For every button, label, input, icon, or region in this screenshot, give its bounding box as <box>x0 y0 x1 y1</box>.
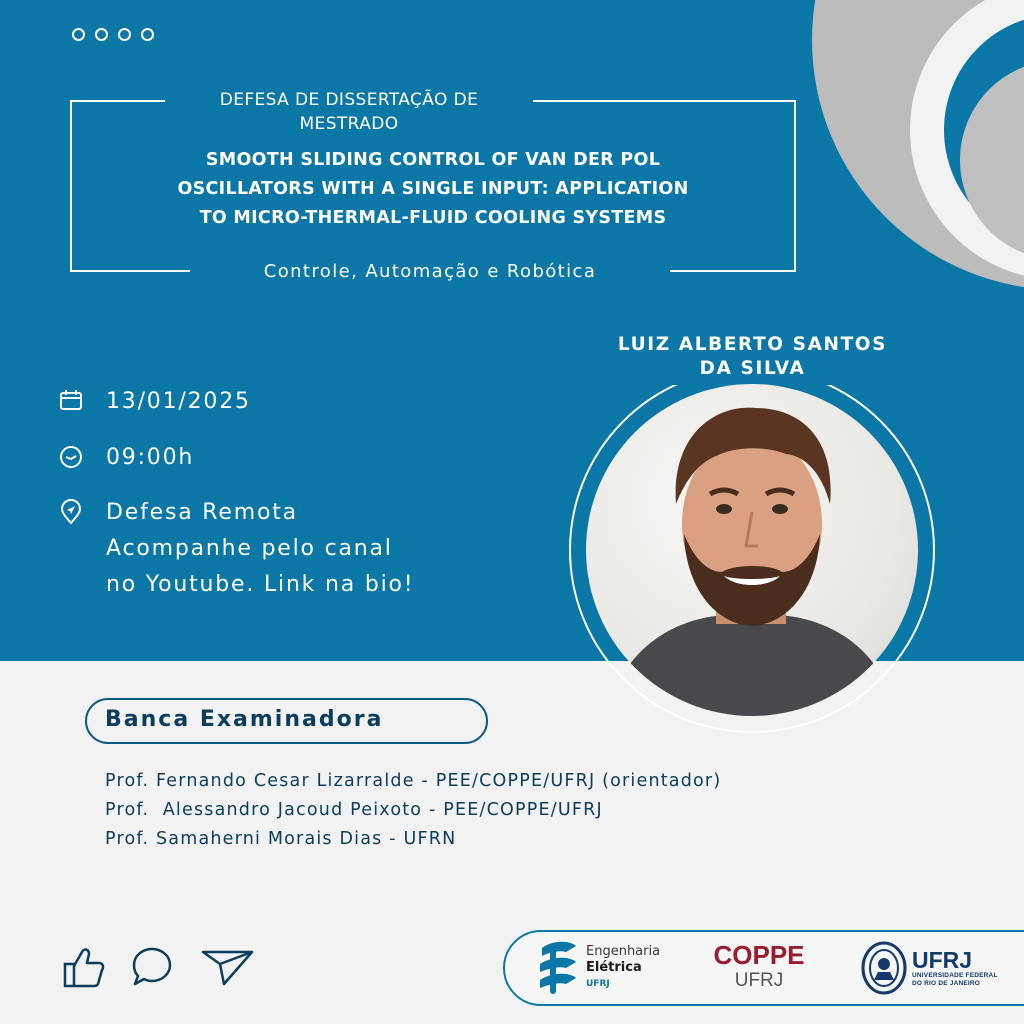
committee-heading: Banca Examinadora <box>105 707 384 732</box>
coppe-logo <box>700 940 818 992</box>
portrait-illustration <box>586 384 918 716</box>
committee-member: Prof. Fernando Cesar Lizarralde - PEE/COPPE/UFRJ (orientador) <box>105 771 722 791</box>
dot-icon <box>141 28 154 41</box>
carousel-dots <box>72 28 154 41</box>
event-type-label: DEFESA DE DISSERTAÇÃO DE MESTRADO <box>165 88 533 136</box>
ufrj-logo-subtext: UNIVERSIDADE FEDERAL <box>912 972 998 979</box>
candidate-name-line: LUIZ ALBERTO SANTOS <box>617 334 888 355</box>
candidate-photo <box>586 384 918 716</box>
logo-text: UFRJ <box>586 979 610 989</box>
ufrj-logo-subtext: DO RIO DE JANEIRO <box>912 980 981 987</box>
coppe-logo-subtext: UFRJ <box>734 970 784 991</box>
engenharia-eletrica-text <box>586 944 660 992</box>
location-line: Acompanhe pelo canal <box>106 536 393 561</box>
thesis-title-line: TO MICRO-THERMAL-FLUID COOLING SYSTEMS <box>199 208 667 228</box>
clock-icon <box>58 444 84 470</box>
committee-members <box>105 767 721 854</box>
committee-member: Prof. Samaherni Morais Dias - UFRN <box>105 829 457 849</box>
candidate-name <box>560 333 945 381</box>
dot-icon <box>72 28 85 41</box>
thesis-title-line: OSCILLATORS WITH A SINGLE INPUT: APPLICATION <box>177 179 689 199</box>
thesis-title-line: SMOOTH SLIDING CONTROL OF VAN DER POL <box>205 150 661 170</box>
like-icon[interactable] <box>62 944 106 990</box>
share-icon[interactable] <box>200 944 256 990</box>
coppe-logo-text: COPPE <box>713 940 805 970</box>
calendar-icon <box>58 388 84 414</box>
dot-icon <box>118 28 131 41</box>
dot-icon <box>95 28 108 41</box>
program-label: Controle, Automação e Robótica <box>190 260 670 284</box>
ufrj-emblem-icon <box>860 940 908 996</box>
location-text <box>106 495 414 603</box>
event-date: 13/01/2025 <box>106 389 251 414</box>
ufrj-logo <box>912 948 998 988</box>
candidate-name-line: DA SILVA <box>699 358 806 379</box>
logo-text: Elétrica <box>586 960 642 975</box>
thesis-title <box>100 146 766 233</box>
logo-text: Engenharia <box>586 944 661 959</box>
engenharia-eletrica-logo <box>536 938 580 1000</box>
location-pin-icon <box>58 499 84 525</box>
event-time: 09:00h <box>106 445 195 470</box>
comment-icon[interactable] <box>130 944 174 990</box>
ufrj-logo-text: UFRJ <box>912 947 973 973</box>
location-line: no Youtube. Link na bio! <box>106 572 415 597</box>
committee-member: Prof. Alessandro Jacoud Peixoto - PEE/COPPE/UFRJ <box>105 800 603 820</box>
location-line: Defesa Remota <box>106 500 298 525</box>
